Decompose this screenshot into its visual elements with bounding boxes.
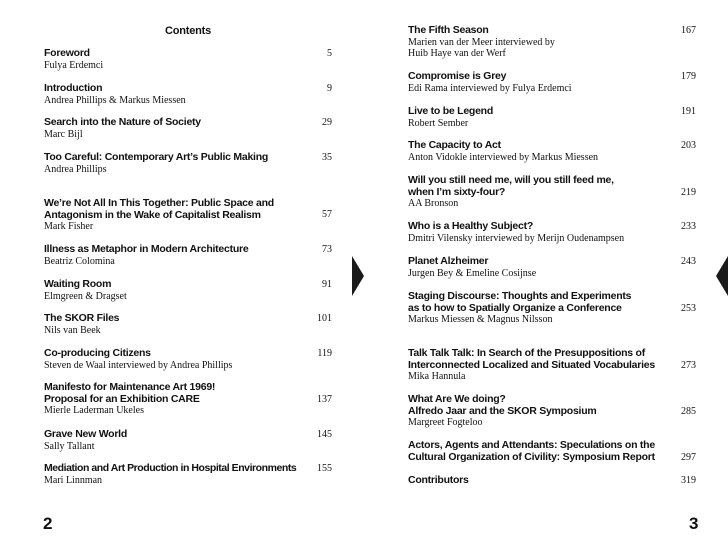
toc-entry-page: 167	[681, 25, 696, 36]
toc-entry-author: Mierle Laderman Ukeles	[44, 405, 144, 416]
toc-entry-title: Introduction	[44, 82, 103, 94]
page-number: 2	[43, 514, 53, 533]
toc-entry-author: Nils van Beek	[44, 324, 101, 336]
toc-entry-page: 5	[327, 48, 332, 59]
toc-entry-page: 57	[322, 209, 332, 220]
previous-page-arrow-icon[interactable]	[716, 256, 728, 296]
toc-entry-page: 253	[681, 303, 696, 314]
toc-entry-author: Dmitri Vilensky interviewed by Merijn Oudenampsen	[408, 232, 625, 244]
toc-entry-title: Illness as Metaphor in Modern Architecture	[44, 243, 249, 255]
toc-entry-title: Actors, Agents and Attendants: Speculations on the Cultural Organization of Civility: Symposium Report	[408, 439, 655, 463]
toc-entry-page: 179	[681, 71, 696, 82]
toc-entry[interactable]	[408, 291, 696, 326]
toc-entry[interactable]	[44, 48, 332, 71]
toc-entry-author: Robert Sember	[408, 117, 469, 129]
toc-entry-title: Too Careful: Contemporary Art’s Public Making	[44, 151, 269, 163]
toc-entry-page: 243	[681, 256, 696, 267]
toc-entry-title: Staging Discourse: Thoughts and Experiments as to how to Spatially Organize a Conference	[408, 290, 632, 314]
toc-entry[interactable]	[408, 440, 696, 463]
toc-entry-author: Anton Vidokle interviewed by Markus Miessen	[408, 151, 599, 163]
toc-entry[interactable]	[44, 117, 332, 140]
toc-entry[interactable]	[44, 83, 332, 106]
toc-entry-title: Foreword	[44, 47, 90, 59]
toc-entry-page: 273	[681, 360, 696, 371]
toc-entry-page: 145	[317, 429, 332, 440]
toc-entry-page: 285	[681, 406, 696, 417]
toc-entry-author: Steven de Waal interviewed by Andrea Phillips	[44, 359, 233, 371]
toc-entry[interactable]	[44, 463, 332, 486]
toc-entry-page: 35	[322, 152, 332, 163]
toc-entry-page: 191	[681, 106, 696, 117]
page-number: 3	[689, 514, 699, 533]
toc-entry[interactable]	[408, 221, 696, 244]
toc-entry-author: Mika Hannula	[408, 371, 466, 382]
toc-entry[interactable]	[408, 256, 696, 279]
toc-entry[interactable]	[408, 394, 696, 429]
toc-entry-page: 119	[317, 348, 332, 359]
toc-entry-author: Elmgreen & Dragset	[44, 290, 127, 302]
toc-entry-author: Mari Linnman	[44, 474, 103, 486]
toc-entry[interactable]	[408, 348, 696, 383]
toc-entry-author: Marien van der Meer interviewed by Huib Haye van der Werf	[408, 36, 555, 59]
toc-entry[interactable]	[408, 71, 696, 94]
toc-entry-title: The SKOR Files	[44, 312, 120, 324]
toc-entry[interactable]	[408, 475, 696, 487]
toc-entry-author: Edi Rama interviewed by Fulya Erdemci	[408, 82, 572, 94]
toc-entry-page: 319	[681, 475, 696, 486]
toc-entry-author: Jurgen Bey & Emeline Cosijnse	[408, 267, 537, 279]
toc-entry-page: 9	[327, 83, 332, 94]
toc-entry-author: AA Bronson	[408, 198, 459, 209]
toc-entry-title: Grave New World	[44, 428, 127, 440]
toc-entry-title: The Fifth Season	[408, 24, 489, 36]
toc-entry[interactable]	[408, 106, 696, 129]
toc-entry-author: Margreet Fogteloo	[408, 417, 483, 428]
toc-entry[interactable]	[408, 140, 696, 163]
toc-entry-title: Co-producing Citizens	[44, 347, 151, 359]
toc-entry-author: Mark Fisher	[44, 221, 94, 232]
toc-entry-page: 29	[322, 117, 332, 128]
toc-entry-page: 233	[681, 221, 696, 232]
toc-entry-title: We’re Not All In This Together: Public Space and Antagonism in the Wake of Capitalist Realism	[44, 197, 274, 221]
toc-entry[interactable]	[44, 382, 332, 417]
next-page-arrow-icon[interactable]	[352, 256, 364, 296]
toc-entry-author: Sally Tallant	[44, 440, 95, 452]
toc-entry-author: Andrea Phillips	[44, 163, 107, 175]
toc-entry-page: 219	[681, 187, 696, 198]
toc-entry[interactable]	[44, 152, 332, 175]
toc-entry-title: Who is a Healthy Subject?	[408, 220, 534, 232]
toc-entry-author: Andrea Phillips & Markus Miessen	[44, 94, 186, 106]
toc-entry-title: Talk Talk Talk: In Search of the Presuppositions of Interconnected Localized and Situated Vocabularies	[408, 347, 655, 371]
toc-entry-author: Marc Bijl	[44, 128, 83, 140]
toc-entry-title: Manifesto for Maintenance Art 1969! Proposal for an Exhibition CARE	[44, 381, 216, 405]
toc-entry-page: 91	[322, 279, 332, 290]
toc-entry[interactable]	[44, 313, 332, 336]
toc-entry-title: Planet Alzheimer	[408, 255, 489, 267]
toc-entry-title: What Are We doing? Alfredo Jaar and the SKOR Symposium	[408, 393, 597, 417]
toc-entry-title: Live to be Legend	[408, 105, 494, 117]
toc-entry[interactable]	[44, 429, 332, 452]
toc-entry-page: 137	[317, 394, 332, 405]
toc-entry-title: Search into the Nature of Society	[44, 116, 201, 128]
contents-heading: Contents	[164, 25, 212, 37]
toc-entry[interactable]	[408, 25, 696, 60]
toc-entry-title: Waiting Room	[44, 278, 112, 290]
toc-entry-page: 155	[317, 463, 332, 474]
toc-entry[interactable]	[408, 175, 696, 210]
toc-entry-page: 297	[681, 452, 696, 463]
toc-entry[interactable]	[44, 244, 332, 267]
toc-entry-page: 101	[317, 313, 332, 324]
toc-entry[interactable]	[44, 279, 332, 302]
toc-entry-title: Will you still need me, will you still feed me, when I’m sixty-four?	[408, 174, 614, 198]
toc-entry[interactable]	[44, 348, 332, 371]
toc-entry[interactable]	[44, 198, 332, 233]
toc-entry-author: Beatriz Colomina	[44, 255, 115, 267]
toc-entry-page: 73	[322, 244, 332, 255]
toc-entry-title: Mediation and Art Production in Hospital Environments	[44, 462, 297, 474]
toc-entry-title: The Capacity to Act	[408, 139, 501, 151]
right-page	[364, 0, 728, 546]
toc-entry-author: Fulya Erdemci	[44, 59, 104, 71]
toc-entry-page: 203	[681, 140, 696, 151]
toc-entry-title: Contributors	[408, 474, 469, 486]
toc-entry-title: Compromise is Grey	[408, 70, 507, 82]
toc-entry-author: Markus Miessen & Magnus Nilsson	[408, 314, 553, 325]
